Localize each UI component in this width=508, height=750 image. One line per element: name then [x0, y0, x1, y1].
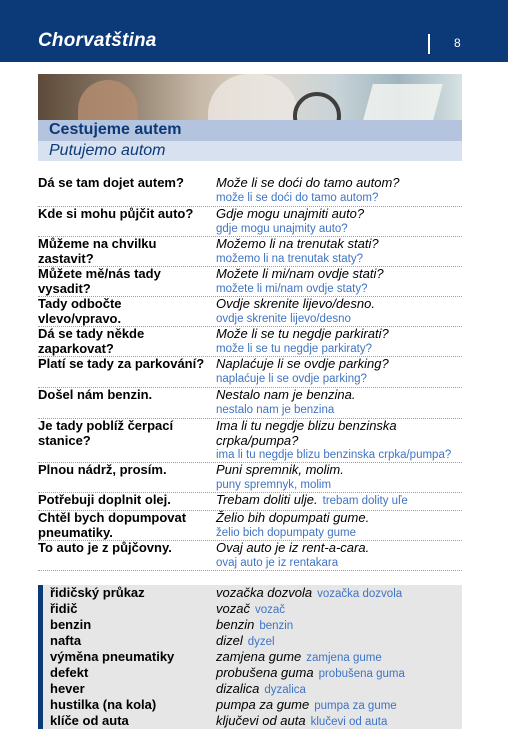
vocab-row [38, 665, 462, 681]
vocab-row [38, 601, 462, 617]
section-title-hr: Putujemo autom [49, 142, 166, 159]
vocab-czech: benzin [50, 617, 92, 632]
vocab-croatian [216, 697, 397, 714]
vocab-croatian-text: dizalica [216, 681, 260, 696]
vocab-croatian-text: vozačka dozvola [216, 585, 313, 600]
phrase-pronunciation: naplaćuje li se ovdje parking? [216, 373, 367, 385]
phrase-row [38, 296, 462, 327]
phrase-croatian: Ovaj auto je iz rent-a-cara. [216, 540, 370, 555]
phrase-czech: Potřebuji doplnit olej. [38, 492, 171, 507]
photo-map [363, 84, 443, 120]
phrase-row [38, 356, 462, 388]
phrase-pronunciation: može li se doći do tamo autom? [216, 192, 379, 204]
vocab-croatian-text: dizel [216, 633, 243, 648]
vocab-croatian [216, 601, 285, 618]
phrase-pronunciation: možete li mi/nam ovdje staty? [216, 283, 368, 295]
phrase-pronunciation: puny spremnyk, molim [216, 479, 332, 491]
vocab-pronunciation: dyzalica [264, 684, 306, 696]
phrase-croatian: Možete li mi/nam ovdje stati? [216, 266, 384, 281]
vocab-croatian [216, 649, 382, 666]
vocab-pronunciation: klučevi od auta [310, 716, 388, 728]
phrase-pronunciation: trebam dolity uľe [322, 495, 408, 507]
vocab-czech: defekt [50, 665, 89, 680]
vocab-czech: hever [50, 681, 85, 696]
phrase-row [38, 175, 462, 207]
phrase-row [38, 418, 462, 463]
vocab-marker [38, 649, 43, 665]
section-title-band [38, 120, 462, 141]
photo-person-left [78, 80, 138, 120]
vocab-czech: výměna pneumatiky [50, 649, 175, 664]
photo-steering-wheel [293, 92, 341, 120]
vocab-croatian-text: probušena guma [216, 665, 314, 680]
phrase-czech: Dá se tady někde zaparkovat? [38, 326, 145, 356]
vocab-row [38, 697, 462, 713]
phrase-pronunciation: želio bich dopumpaty gume [216, 527, 356, 539]
header-separator [428, 34, 430, 54]
phrase-czech: To auto je z půjčovny. [38, 540, 172, 555]
vocab-croatian [216, 681, 306, 698]
vocab-pronunciation: benzin [259, 620, 294, 632]
vocab-czech: klíče od auta [50, 713, 129, 728]
vocab-croatian-text: ključevi od auta [216, 713, 306, 728]
phrase-croatian: Možemo li na trenutak stati? [216, 236, 379, 251]
phrase-czech: Chtěl bych dopumpovat pneumatiky. [38, 510, 187, 540]
section-subtitle-band [38, 141, 462, 161]
vocab-croatian-text: vozač [216, 601, 250, 616]
phrase-row [38, 326, 462, 357]
page-header [0, 0, 508, 62]
phrase-croatian: Može li se doći do tamo autom? [216, 175, 400, 190]
phrase-pronunciation: može li se tu negdje parkiraty? [216, 343, 372, 355]
vocab-czech: řidič [50, 601, 78, 616]
vocab-czech: nafta [50, 633, 82, 648]
vocab-croatian-text: benzin [216, 617, 255, 632]
vocab-pronunciation: vozačka dozvola [317, 588, 403, 600]
vocab-pronunciation: vozač [254, 604, 286, 616]
vocab-czech: hustilka (na kola) [50, 697, 157, 712]
phrase-croatian: Nestalo nam je benzina. [216, 387, 356, 402]
phrase-row [38, 462, 462, 493]
vocab-croatian-text: zamjena gume [216, 649, 302, 664]
phrase-pronunciation: ovaj auto je iz rentakara [216, 557, 339, 569]
vocab-row [38, 617, 462, 633]
vocab-pronunciation: zamjena gume [306, 652, 382, 664]
vocab-marker [38, 713, 43, 729]
vocab-marker [38, 585, 43, 601]
vocab-croatian [216, 617, 293, 634]
phrase-croatian: Ovdje skrenite lijevo/desno. [216, 296, 375, 311]
phrase-row [38, 266, 462, 297]
phrase-pronunciation: nestalo nam je benzina [216, 404, 335, 416]
phrase-row [38, 510, 462, 541]
phrase-croatian [216, 492, 462, 509]
phrase-croatian: Želio bih dopumpati gume. [216, 510, 370, 525]
vocab-croatian [216, 713, 387, 730]
phrase-czech: Můžeme na chvilku zastavit? [38, 236, 157, 266]
vocab-marker [38, 681, 43, 697]
vocab-croatian [216, 633, 275, 650]
vocab-marker [38, 633, 43, 649]
phrase-czech: Kde si mohu půjčit auto? [38, 206, 194, 221]
phrase-pronunciation: možemo li na trenutak staty? [216, 253, 364, 265]
phrase-row [38, 387, 462, 419]
phrase-czech: Je tady poblíž čerpací stanice? [38, 418, 174, 448]
phrase-row [38, 492, 462, 511]
vocab-row [38, 713, 462, 729]
vocab-czech: řidičský průkaz [50, 585, 145, 600]
phrase-pronunciation: gdje mogu unajmity auto? [216, 223, 348, 235]
phrase-croatian: Gdje mogu unajmiti auto? [216, 206, 365, 221]
vocab-pronunciation: probušena guma [318, 668, 405, 680]
vocab-croatian [216, 585, 402, 602]
vocab-marker [38, 601, 43, 617]
phrase-pronunciation: ovdje skrenite lijevo/desno [216, 313, 351, 325]
phrase-row [38, 540, 462, 571]
page-number: 8 [454, 36, 461, 50]
vocab-row [38, 633, 462, 649]
phrase-czech: Platí se tady za parkování? [38, 356, 205, 371]
phrase-czech: Dá se tam dojet autem? [38, 175, 184, 190]
phrase-croatian: Naplaćuje li se ovdje parking? [216, 356, 389, 371]
phrase-croatian: Ima li tu negdje blizu benzinska crpka/pumpa? [216, 418, 397, 448]
phrase-czech: Tady odbočte vlevo/vpravo. [38, 296, 122, 326]
vocab-croatian [216, 665, 405, 682]
phrase-row [38, 236, 462, 267]
phrase-croatian-text: Trebam doliti ulje. [216, 492, 318, 507]
vocab-row [38, 585, 462, 601]
language-title: Chorvatština [38, 30, 157, 51]
vocab-pronunciation: dyzel [247, 636, 275, 648]
vocab-marker [38, 665, 43, 681]
vocab-marker [38, 617, 43, 633]
phrase-row [38, 206, 462, 237]
vocab-croatian-text: pumpa za gume [216, 697, 310, 712]
phrase-croatian: Puni spremnik, molim. [216, 462, 344, 477]
travel-photo [38, 74, 462, 120]
photo-person-right [208, 74, 298, 120]
phrase-pronunciation: ima li tu negdje blizu benzinska crpka/pumpa? [216, 449, 452, 461]
vocab-marker [38, 697, 43, 713]
phrase-czech: Došel nám benzin. [38, 387, 153, 402]
phrase-czech: Plnou nádrž, prosím. [38, 462, 167, 477]
phrase-croatian: Može li se tu negdje parkirati? [216, 326, 389, 341]
vocab-row [38, 681, 462, 697]
phrase-czech: Můžete mě/nás tady vysadit? [38, 266, 161, 296]
vocab-pronunciation: pumpa za gume [314, 700, 397, 712]
vocab-row [38, 649, 462, 665]
section-title-cz: Cestujeme autem [49, 121, 182, 138]
